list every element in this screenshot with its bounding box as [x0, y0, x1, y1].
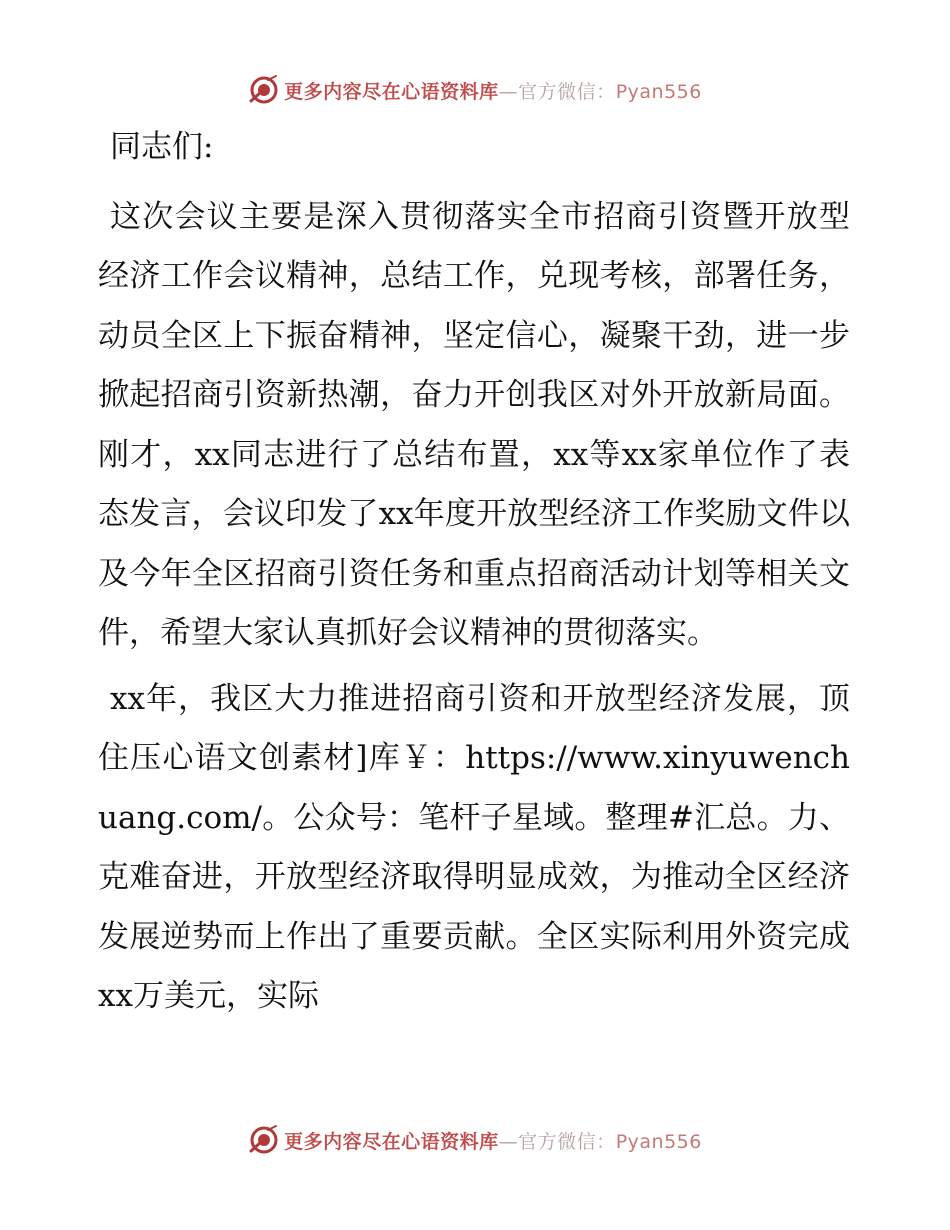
logo-icon [248, 1124, 280, 1156]
footer-banner-text [284, 1127, 702, 1154]
header-banner-text [284, 77, 702, 104]
footer-wechat-id: Pyan556 [615, 1130, 702, 1153]
footer-brand-text: 更多内容尽在心语资料库 [284, 1130, 499, 1153]
logo-icon [248, 74, 280, 106]
header-banner [0, 70, 950, 110]
paragraph-2: xx年，我区大力推进招商引资和开放型经济发展，顶住压心语文创素材]库￥：https://www.xinyuwenchuang.com/。公众号：笔杆子星域。整理#汇总。力、克难奋进，开放型经济取得明显成效，为推动全区经济发展逆势而上作出了重要贡献。全区实际利用外资完成xx万美元，实际 [98, 680, 850, 1014]
header-official-label: —官方微信： [498, 80, 616, 103]
footer-banner [0, 1120, 950, 1160]
footer-official-label: —官方微信： [498, 1130, 616, 1153]
document-body [98, 118, 850, 1033]
header-wechat-id: Pyan556 [615, 80, 702, 103]
greeting: 同志们: [110, 129, 214, 165]
header-brand-text: 更多内容尽在心语资料库 [284, 80, 499, 103]
paragraph-1: 这次会议主要是深入贯彻落实全市招商引资暨开放型经济工作会议精神，总结工作，兑现考核，部署任务，动员全区上下振奋精神，坚定信心，凝聚干劲，进一步掀起招商引资新热潮，奋力开创我区对外开放新局面。刚才，xx同志进行了总结布置，xx等xx家单位作了表态发言，会议印发了xx年度开放型经济工作奖励文件以及今年全区招商引资任务和重点招商活动计划等相关文件，希望大家认真抓好会议精神的贯彻落实。 [98, 198, 850, 651]
